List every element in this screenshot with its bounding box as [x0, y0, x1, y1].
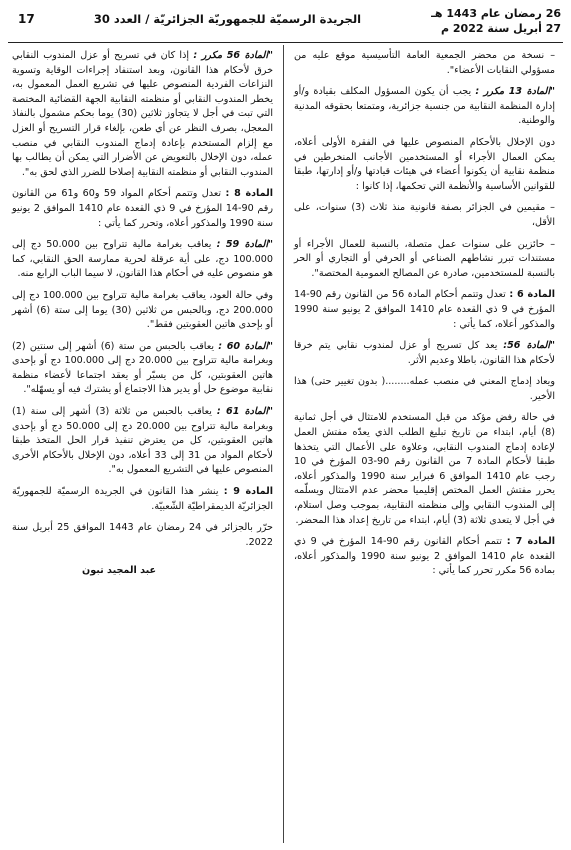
date-hijri: 26 رمضان عام 1443 هـ	[431, 7, 561, 20]
paragraph: ويعاد إدماج المعني في منصب عمله........( بدون تغيير حتى) هذا الأخير.	[294, 376, 555, 402]
article-text: تعدل وتتمم أحكام المادة 56 من القانون رقم 90-14 المؤرخ في 9 ذي القعدة عام 1410 الموافق 2 يونيو سنة 1990 والمذكور أعلاه، كما يأتي :	[294, 289, 555, 330]
columns	[8, 43, 563, 843]
paragraph: دون الإخلال بالأحكام المنصوص عليها في الفقرة الأولى أعلاه، يمكن العمال الأجراء أو المستخدمين الأجانب المنخرطين في منظمة نقابية أن يكونوا أعضاء في هيئات قيادتها و/أو إدارتها، طبقا للقوانين الأساسية والأنظمة التي تحكمها، إذا كانوا :	[294, 136, 555, 192]
page-number: 17	[18, 12, 35, 26]
header-dates	[401, 6, 563, 36]
article-text: تتمم أحكام القانون رقم 90-14 المؤرخ في 9 ذي القعدة عام 1410 الموافق 2 يونيو سنة 1990 والمذكور أعلاه، بمادة 56 مكرر تحرر كما يأتي :	[294, 536, 556, 577]
article-title: "المادة 61 :	[216, 406, 274, 418]
article-text: يعاقب بغرامة مالية تتراوح بين 50.000 دج إلى 100.000 دج، على أية عرقلة لحرية ممارسة الحق النقابي، كما هو منصوص عليه في أحكام هذا القانون، لا سيما الباب الرابع منه.	[12, 239, 273, 280]
paragraph: في حالة رفض مؤكد من قبل المستخدم للامتثال في أجل ثمانية (8) أيام، ابتداء من تاريخ تبليغ الطلب الذي يعدّه مفتش العمل لإعادة إدماج المندوب النقابي، وعلاوة على الأعمال التي يتخذها طبقا لأحكام المادة 7 من القانون رقم 90-03 المؤرخ في 10 رجب عام 1410 الموافق 6 فبراير سنة 1990 والمذكور أعلاه، يحرر مفتش العمل المختص إقليميا محضر عدم الامتثال ويسلّمه إلى المندوب النقابي وإلى منظمته النقابية، بموجب وصل استلام، في أجل لا يتعدى ثلاثة (3) أيام، ابتداء من تاريخ إعداد هذا المحضر.	[294, 412, 556, 526]
article-text: تعدل وتتمم أحكام المواد 59 و60 و61 من القانون رقم 90-14 المؤرخ في 9 ذي القعدة عام 1410 الموافق 2 يونيو سنة 1990 والمذكور أعلاه، وتحرر كما يأتي :	[12, 188, 274, 229]
paragraph: – نسخة من محضر الجمعية العامة التأسيسية موقع عليه من مسؤولي النقابات الأعضاء".	[294, 50, 555, 76]
article-title: المادة 8 :	[225, 188, 273, 200]
article-60	[12, 340, 273, 398]
article-title: المادة 6 :	[509, 289, 555, 301]
signature: عبد المجيد تبون	[82, 565, 157, 577]
article-text: ينشر هذا القانون في الجريدة الرسميّة للجمهوريّة الجزائريّة الديمقراطيّة الشّعبيّة.	[12, 486, 273, 512]
paragraph: – مقيمين في الجزائر بصفة قانونية منذ ثلاث (3) سنوات، على الأقل،	[294, 202, 555, 228]
page-header	[8, 6, 563, 43]
article-title: المادة 7 :	[506, 536, 555, 548]
article-9	[12, 485, 273, 514]
left-column	[8, 43, 283, 843]
article-59	[12, 238, 273, 282]
article-56	[294, 339, 555, 368]
article-13-bis	[294, 85, 555, 129]
article-title: "المادة 56:	[503, 340, 555, 352]
article-61	[12, 405, 273, 478]
article-6	[294, 288, 555, 332]
article-title: "المادة 56 مكرر :	[193, 50, 273, 61]
date-gregorian: 27 أبريل سنة 2022 م	[440, 22, 561, 35]
article-title: "المادة 13 مكرر :	[475, 86, 555, 98]
article-text: يعاقب بالحبس من ثلاثة (3) أشهر إلى سنة (1) وبغرامة مالية تتراوح بين 20.000 دج إلى 50.000 دج أو بإحدى هاتين العقوبتين، كل من يعترض تنفيذ قرار الحل المتخذ طبقا لأحكام المواد من 31 إلى 33 أعلاه، دون الإخلال بالأحكام الأخرى المنصوص عليها في التشريع المعمول به".	[12, 406, 273, 476]
article-text: إذا كان في تسريح أو عزل المندوب النقابي خرق لأحكام هذا القانون، وبعد استنفاد إجراءات الوقاية وتسوية النزاعات الفردية المنصوص عليها في تشريع العمل المعمول به، يخطر المندوب النقابي أو منظمته النقابية الجهة القضائية المختصة التي تبت في أجل لا يتجاوز ثلاثين (30) يوما بحكم مشمول بالنفاذ المعجل، بصرف النظر عن أي طعن، بإلغاء قرار التسريح أو العزل مع إلزام المستخدم بإعادة إدماج المندوب النقابي في منصب عمله، دون الإخلال بالتعويض عن الأضرار التي يمكن أن يطالب بها المندوب النقابي أو منظمته النقابية إصلاحا للضرر الذي لحق به".	[12, 50, 273, 178]
paragraph: وفي حالة العود، يعاقب بغرامة مالية تتراوح بين 100.000 دج إلى 200.000 دج، وبالحبس من ثلاثين (30) يوما إلى ستة (6) أشهر أو بإحدى هاتين العقوبتين فقط".	[12, 289, 273, 331]
article-text: يجب أن يكون المسؤول المكلف بقيادة و/أو إدارة المنظمة النقابية من جنسية جزائرية، ومتمتعا بحقوقه المدنية والوطنية.	[294, 86, 555, 127]
article-8	[12, 187, 273, 231]
article-title: المادة 9 :	[223, 486, 273, 498]
paragraph: – حائزين على سنوات عمل متصلة، بالنسبة للعمال الأجراء أو مستندات تبرر نشاطهم الصناعي أو الحرفي أو التجاري أو الحر بالنسبة للمستخدمين، صادرة عن المصالح العمومية المختصة".	[294, 238, 555, 279]
right-column	[284, 43, 559, 843]
signing-date: حرّر بالجزائر في 24 رمضان عام 1443 الموافق 25 أبريل سنة 2022.	[12, 522, 273, 548]
gazette-title: الجريدة الرسميّة للجمهوريّة الجزائريّة / العدد 30	[93, 12, 362, 26]
article-title: "المادة 59 :	[216, 239, 273, 251]
article-text: يعاقب بالحبس من ستة (6) أشهر إلى سنتين (2) وبغرامة مالية تتراوح بين 20.000 دج إلى 100.000 دج أو بإحدى هاتين العقوبتين، كل من يسيّر أو يعقد اجتماعا لأعضاء منظمة نقابية موضوع حل أو يدير هذا الاجتماع أو يشترك فيه أو يسهّله".	[12, 340, 274, 396]
article-56-bis	[12, 49, 273, 180]
article-7	[294, 535, 555, 579]
article-title: "المادة 60 :	[218, 340, 273, 352]
article-text: يعد كل تسريح أو عزل لمندوب نقابي يتم خرقا لأحكام هذا القانون، باطلا وعديم الأثر.	[294, 340, 555, 366]
